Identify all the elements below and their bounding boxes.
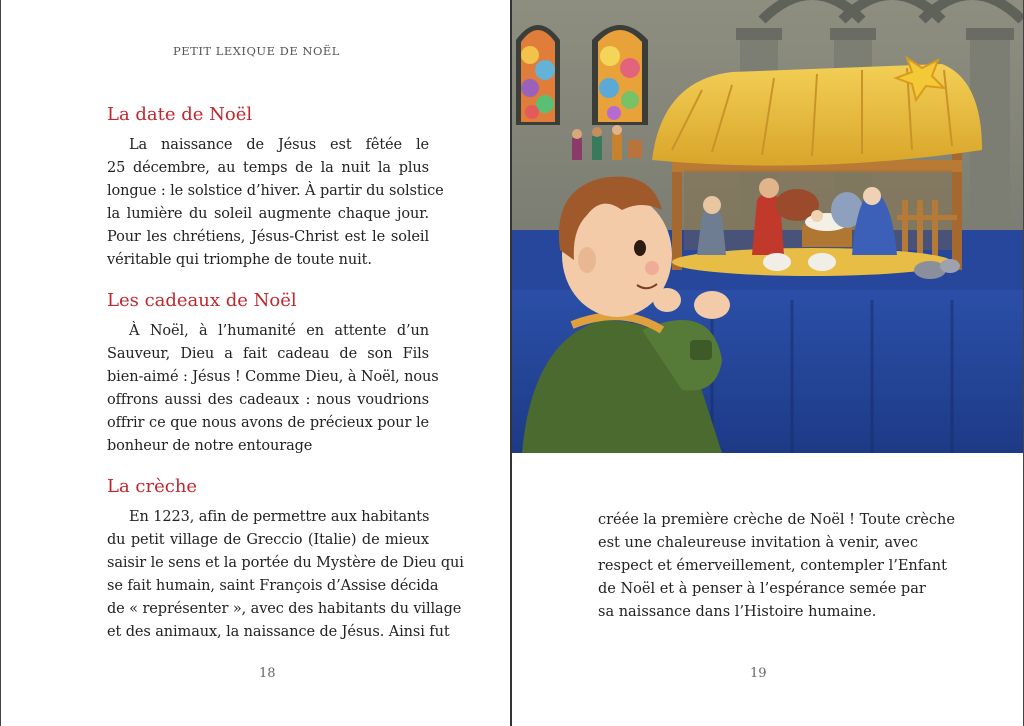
text-line: la lumière du soleil augmente chaque jour.	[107, 206, 429, 222]
left-page	[0, 0, 511, 726]
text-line: est une chaleureuse invitation à venir, avec	[598, 535, 918, 551]
text-line: Pour les chrétiens, Jésus-Christ est le soleil	[107, 229, 429, 245]
section-heading-date: La date de Noël	[107, 104, 253, 125]
text-line: offrir ce que nous avons de précieux pour le	[107, 415, 429, 431]
text-line: créée la première crèche de Noël ! Toute crèche	[598, 512, 955, 528]
text-line: se fait humain, saint François d’Assise décida	[107, 578, 439, 594]
section-body-gifts	[107, 320, 439, 458]
text-line: En 1223, afin de permettre aux habitants	[129, 509, 430, 525]
text-line: et des animaux, la naissance de Jésus. Ainsi fut	[107, 624, 450, 640]
text-line: 25 décembre, au temps de la nuit la plus	[107, 160, 429, 176]
stained-glass-window-2	[592, 25, 648, 125]
stained-glass-window-1	[516, 25, 560, 125]
text-line: longue : le solstice d’hiver. À partir du solstice	[107, 183, 444, 199]
text-line: sa naissance dans l’Histoire humaine.	[598, 604, 877, 620]
text-line: bien-aimé : Jésus ! Comme Dieu, à Noël, nous	[107, 369, 439, 385]
text-line: du petit village de Greccio (Italie) de mieux	[107, 532, 429, 548]
section-body-creche	[107, 506, 464, 644]
text-line: de « représenter », avec des habitants du village	[107, 601, 462, 617]
text-line: bonheur de notre entourage	[107, 438, 313, 454]
text-line: respect et émerveillement, contempler l’Enfant	[598, 558, 947, 574]
text-line: de Noël et à penser à l’espérance semée par	[598, 581, 926, 597]
text-line: À Noël, à l’humanité en attente d’un	[129, 323, 429, 339]
text-line: Sauveur, Dieu a fait cadeau de son Fils	[107, 346, 429, 362]
book-spine	[510, 0, 512, 726]
text-line: saisir le sens et la portée du Mystère de Dieu qui	[107, 555, 464, 571]
text-line: offrons aussi des cadeaux : nous voudrions	[107, 392, 429, 408]
section-body-date	[107, 134, 444, 272]
page-number-left: 18	[259, 666, 276, 681]
page-number-right: 19	[750, 666, 767, 681]
text-line: La naissance de Jésus est fêtée le	[129, 137, 429, 153]
right-page-text	[598, 509, 955, 624]
nativity-illustration	[512, 0, 1023, 453]
running-header: PETIT LEXIQUE DE NOËL	[173, 44, 340, 58]
nativity-scene-image	[512, 0, 1023, 453]
text-line: véritable qui triomphe de toute nuit.	[107, 252, 372, 268]
section-heading-gifts: Les cadeaux de Noël	[107, 290, 297, 311]
section-heading-creche: La crèche	[107, 476, 198, 497]
